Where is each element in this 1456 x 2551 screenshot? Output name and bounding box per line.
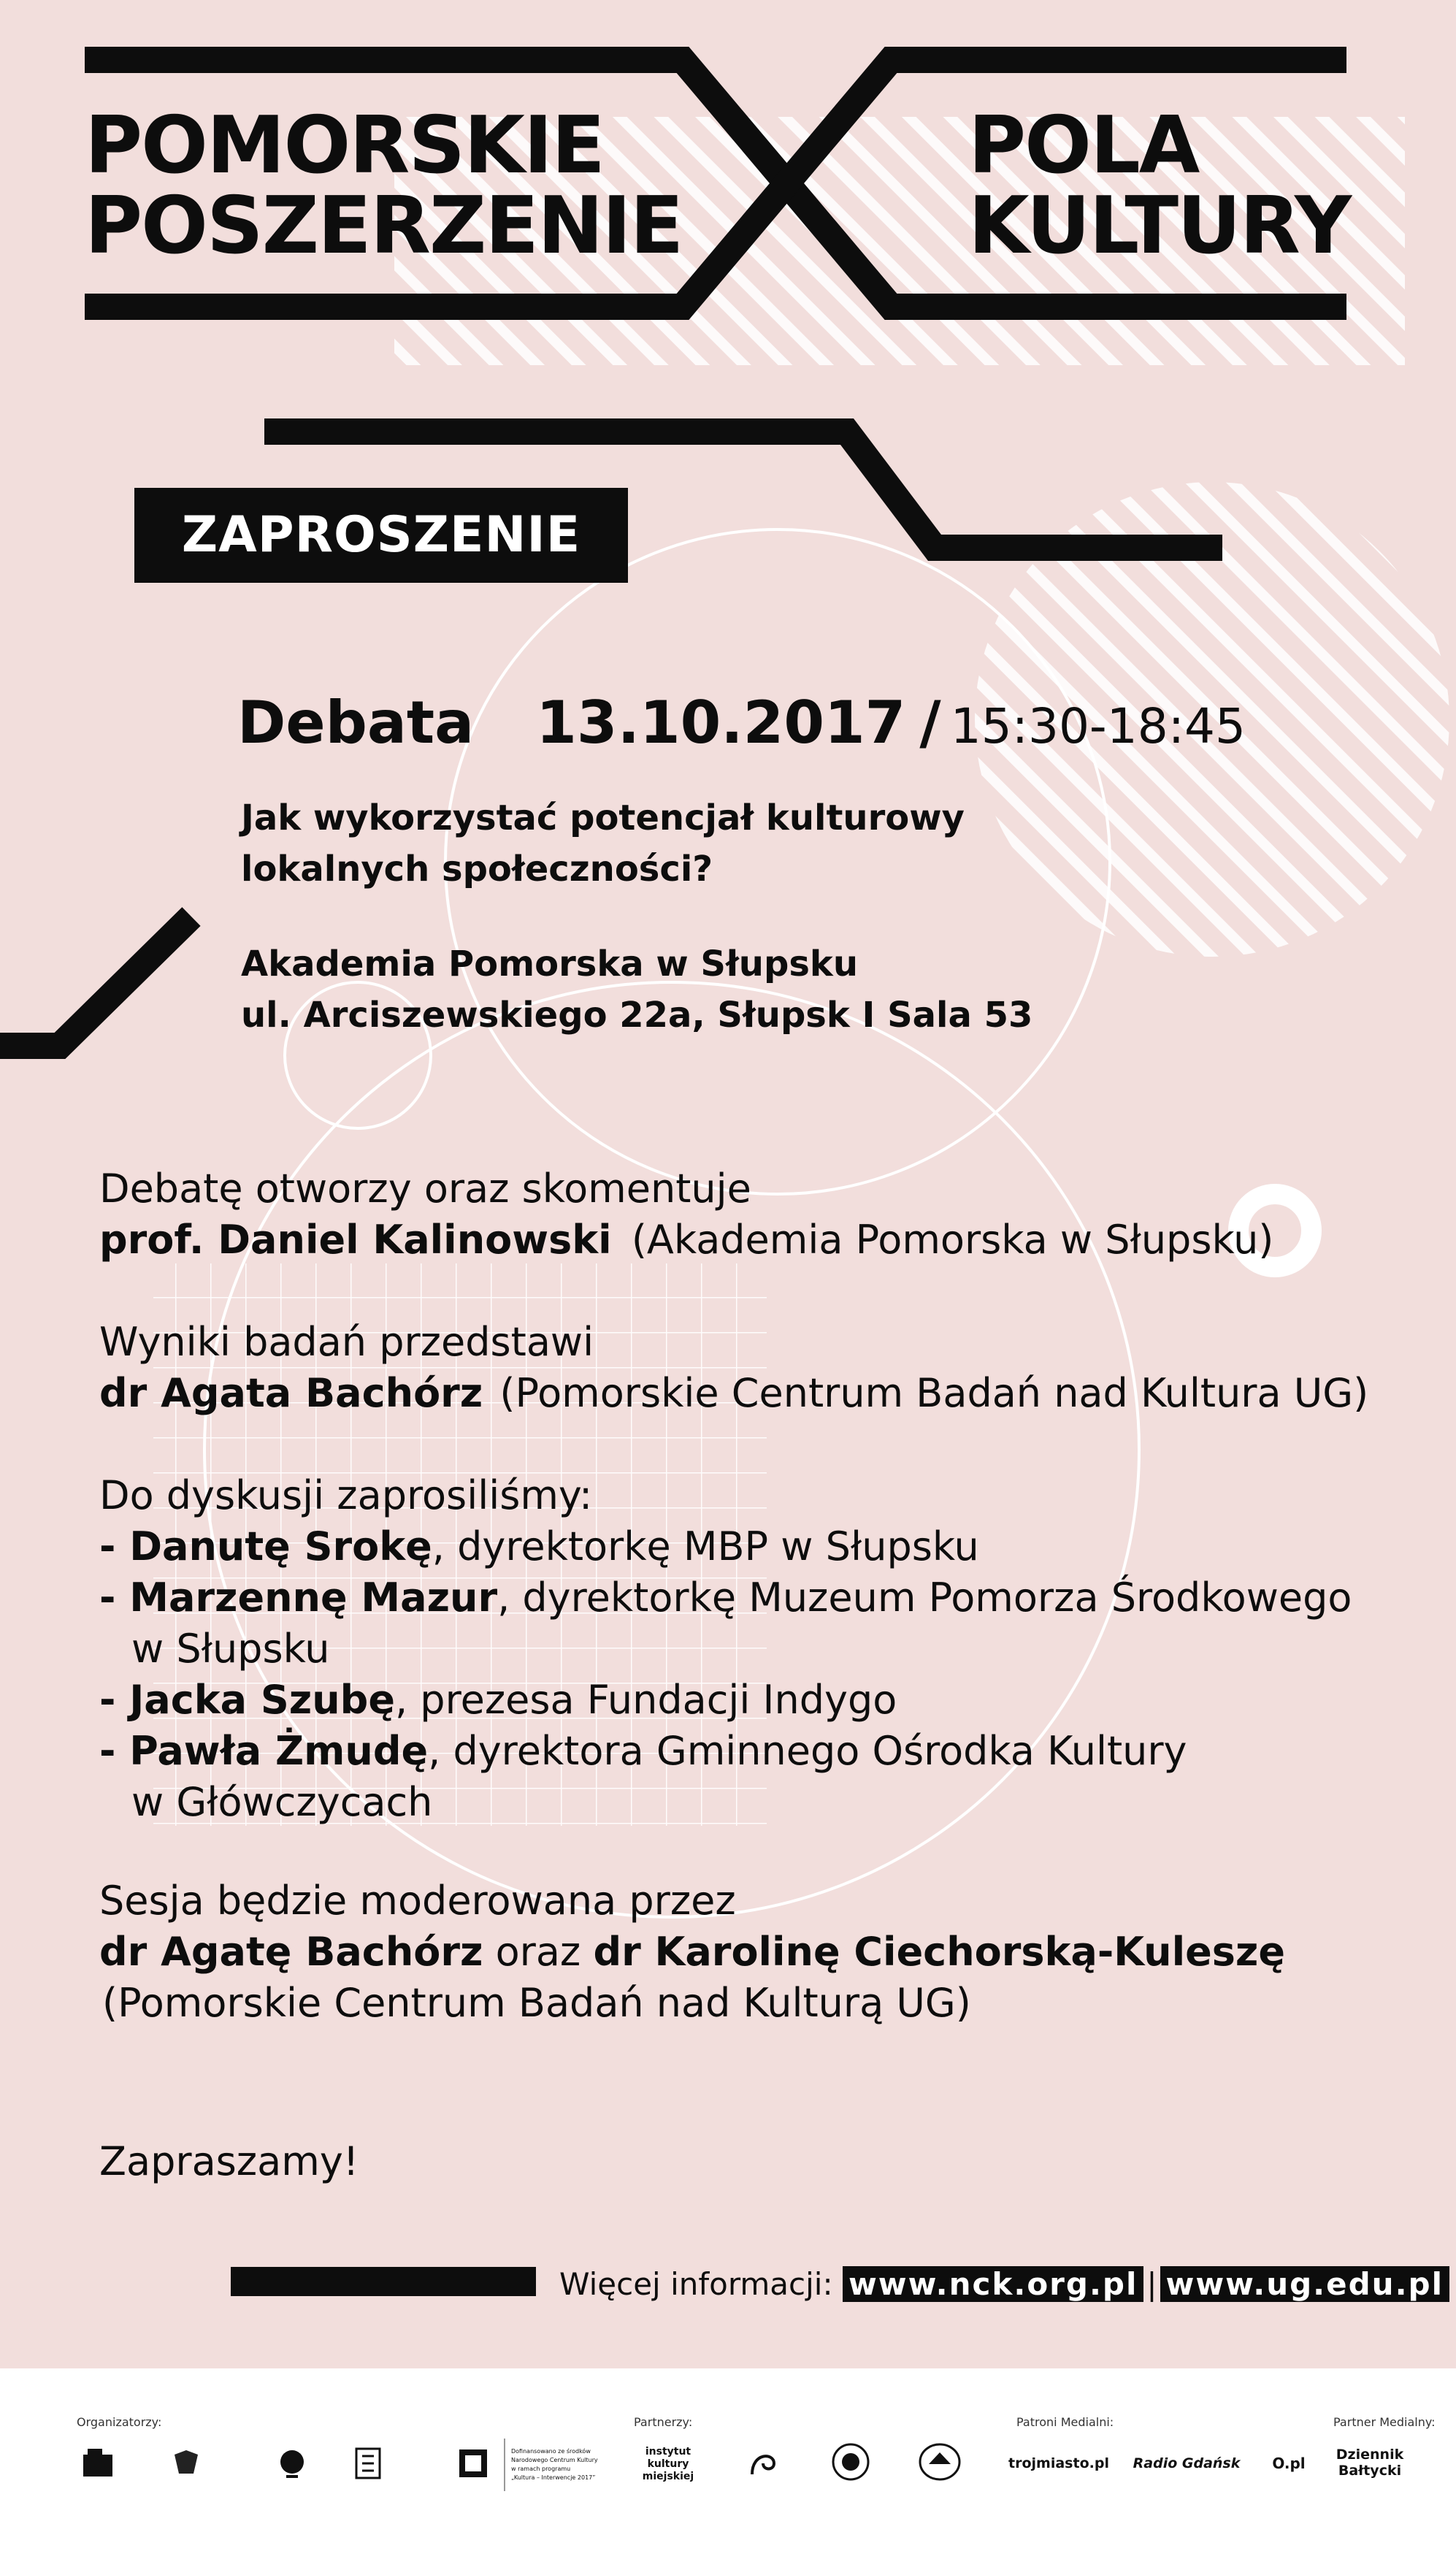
partner-logo (741, 2443, 785, 2484)
note-line: w ramach programu (511, 2466, 571, 2472)
guest-role: , dyrektorkę Muzeum Pomorza Środkowego (497, 1575, 1352, 1621)
organizer-logo (80, 2443, 115, 2484)
guest-item (99, 1572, 1352, 1623)
more-info (559, 2262, 1449, 2307)
moderation-intro: Sesja będzie moderowana przez (99, 1878, 736, 1924)
guest-dash: - (99, 1523, 130, 1569)
guest-name: Danutę Srokę (129, 1523, 432, 1569)
radio-gdansk-logo: Radio Gdańsk (1133, 2455, 1241, 2471)
note-line: Narodowego Centrum Kultury (511, 2457, 598, 2463)
results-affiliation: (Pomorskie Centrum Badań nad Kultura UG) (499, 1370, 1369, 1416)
logo-mark-icon (353, 2447, 383, 2479)
results-speaker (99, 1368, 1368, 1419)
discussion-intro: Do dyskusji zaprosiliśmy: (99, 1472, 593, 1518)
event-time: 15:30-18:45 (950, 698, 1246, 754)
logo-mark-icon (276, 2447, 308, 2479)
guest-dash: - (99, 1575, 130, 1621)
venue-line2: ul. Arciszewskiego 22a, Słupsk I Sala 53 (241, 995, 1033, 1036)
media-patrons-label: Patroni Medialni: (1016, 2415, 1114, 2429)
moderation-people (99, 1927, 1285, 1978)
closing-text: Zapraszamy! (99, 2138, 359, 2184)
more-info-label: Więcej informacji: (559, 2266, 833, 2302)
opl-logo: O.pl (1272, 2455, 1306, 2472)
event-type: Debata (237, 689, 475, 757)
opening-intro: Debatę otworzy oraz skomentuje (99, 1166, 751, 1212)
guest-role: , dyrektorkę MBP w Słupsku (432, 1523, 979, 1569)
media-partner-label: Partner Medialny: (1333, 2415, 1436, 2429)
moderator-1: dr Agatę Bachórz (99, 1929, 483, 1975)
guest-item (99, 1675, 897, 1726)
event-separator: / (919, 689, 941, 757)
logo-mark-icon (456, 2447, 490, 2480)
opening-person: prof. Daniel Kalinowski (99, 1217, 612, 1263)
invitation-badge: ZAPROSZENIE (134, 488, 628, 583)
event-question-line2: lokalnych społeczności? (241, 849, 713, 890)
event-heading (237, 686, 1246, 760)
guest-role: , dyrektora Gminnego Ośrodka Kultury (428, 1728, 1187, 1774)
organizer-logo (270, 2443, 314, 2484)
guest-name: Pawła Żmudę (129, 1728, 429, 1774)
organizer-logo (350, 2443, 386, 2484)
guest-dash: - (99, 1728, 130, 1774)
results-intro: Wyniki badań przedstawi (99, 1319, 594, 1365)
trojmiasto-logo: trojmiasto.pl (1008, 2455, 1109, 2471)
opening-speaker (99, 1215, 1273, 1266)
title-left-line1: POMORSKIE (85, 100, 604, 191)
logo-text: miejskiej (642, 2470, 694, 2482)
left-slant-line (0, 917, 191, 1046)
opening-affiliation: (Akademia Pomorska w Słupsku) (631, 1217, 1274, 1263)
title-right-line1: POLA (968, 100, 1199, 191)
note-line: Dofinansowano ze środków (511, 2448, 591, 2455)
seal-icon (919, 2442, 961, 2482)
seal-icon (831, 2442, 870, 2482)
event-question-line1: Jak wykorzystać potencjał kulturowy (241, 798, 965, 838)
guest-role: , prezesa Fundacji Indygo (394, 1677, 897, 1723)
logo-text: kultury (647, 2458, 689, 2470)
guest-name: Jacka Szubę (129, 1677, 395, 1723)
partner-logo (916, 2441, 963, 2482)
partner-logo (829, 2441, 873, 2482)
nck-logo (453, 2443, 494, 2484)
moderation-joiner: oraz (483, 1929, 594, 1975)
venue-line1: Akademia Pomorska w Słupsku (241, 944, 858, 984)
event-date: 13.10.2017 (536, 689, 906, 757)
footer-sponsors (0, 2368, 1456, 2551)
organizers-label: Organizatorzy: (77, 2415, 162, 2429)
note-line: „Kultura – Interwencje 2017” (511, 2474, 596, 2481)
partners-label: Partnerzy: (634, 2415, 693, 2429)
title-left-line2: POSZERZENIE (85, 180, 683, 272)
title-right-line2: KULTURY (968, 180, 1351, 272)
logo-mark-icon (82, 2447, 114, 2479)
guest-name: Marzennę Mazur (129, 1575, 498, 1621)
ug-link[interactable]: www.ug.edu.pl (1160, 2266, 1449, 2302)
guest-dash: - (99, 1677, 130, 1723)
moderator-2: dr Karolinę Ciechorską-Kuleszę (593, 1929, 1285, 1975)
guest-role-continuation: w Główczycach (131, 1779, 433, 1825)
info-bar (231, 2267, 536, 2296)
organizer-logo (164, 2443, 208, 2484)
moderation-affiliation: (Pomorskie Centrum Badań nad Kulturą UG) (102, 1980, 971, 2026)
logo-text: Bałtycki (1338, 2463, 1402, 2479)
nck-funding-note (504, 2439, 606, 2491)
logo-mark-icon (172, 2449, 201, 2478)
logo-text: instytut (645, 2445, 691, 2458)
guest-role-continuation: w Słupsku (131, 1626, 330, 1672)
nck-link[interactable]: www.nck.org.pl (843, 2266, 1143, 2302)
results-person: dr Agata Bachórz (99, 1370, 483, 1416)
guest-item (99, 1726, 1187, 1777)
ikm-logo (639, 2439, 697, 2490)
guest-item (99, 1521, 979, 1572)
logo-text: Dziennik (1336, 2447, 1404, 2463)
links-divider: | (1146, 2266, 1157, 2302)
swirl-icon (745, 2445, 781, 2482)
dziennik-logo (1335, 2439, 1405, 2487)
